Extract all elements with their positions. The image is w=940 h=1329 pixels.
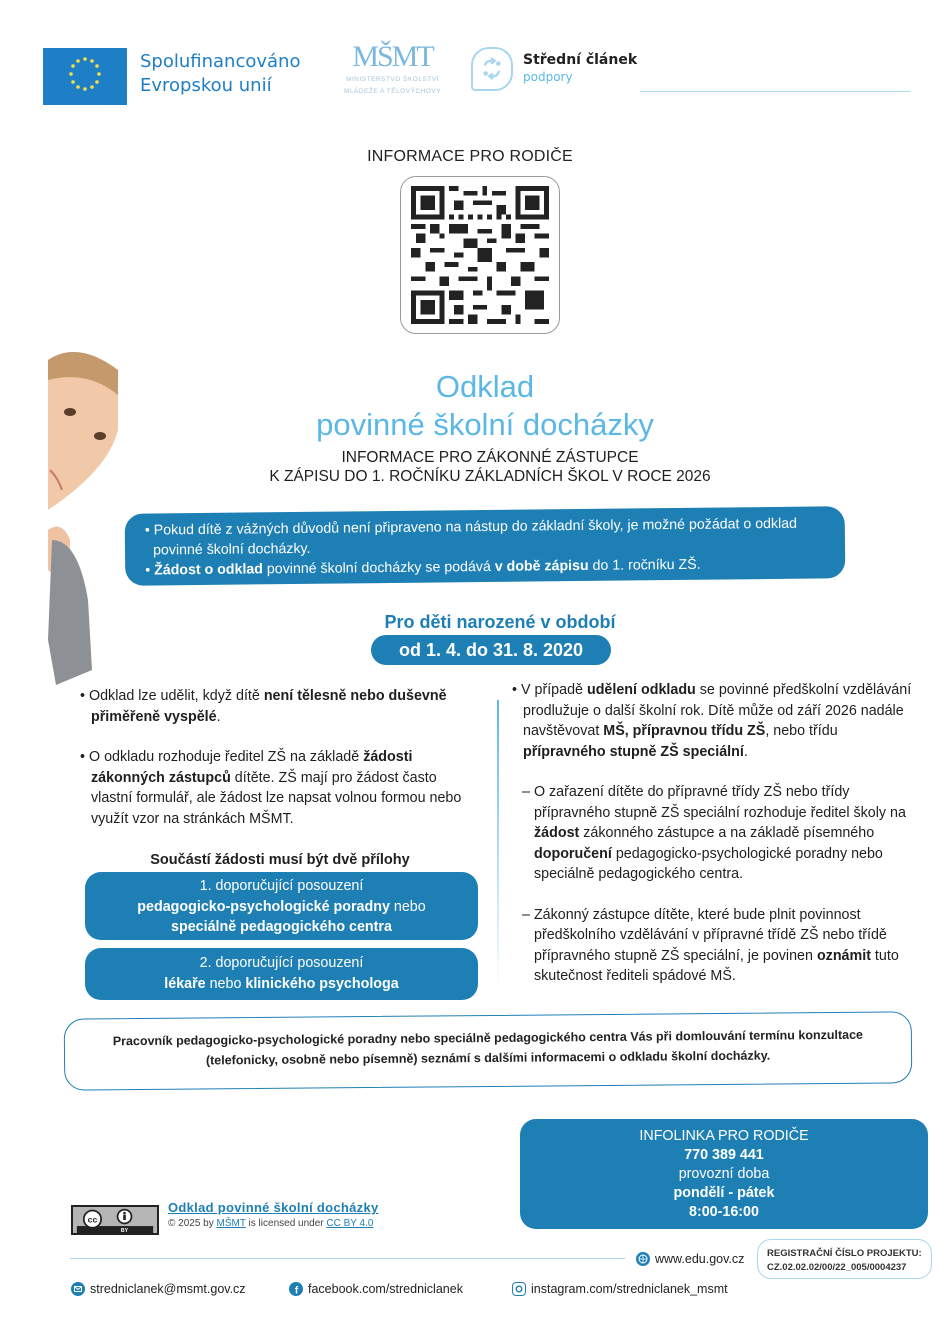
subtitle-line2: K ZÁPISU DO 1. ROČNÍKU ZÁKLADNÍCH ŠKOL V ROCE 2026 [269, 468, 711, 485]
registration-number-box: REGISTRAČNÍ ČÍSLO PROJEKTU: CZ.02.02.02/00/22_005/0004237 [757, 1239, 932, 1279]
qr-label: INFORMACE PRO RODIČE [367, 148, 573, 165]
infolinka-hours-label: provozní doba [678, 1166, 770, 1182]
infolinka-phone[interactable]: 770 389 441 [684, 1147, 764, 1163]
infolinka-box [520, 1119, 928, 1229]
eu-text-line1: Spolufinancováno [140, 51, 301, 72]
column-divider [497, 700, 499, 990]
eu-cofinanced-text [140, 50, 300, 98]
license-info [168, 1200, 379, 1229]
attachments-label: Součástí žádosti musí být dvě přílohy [150, 852, 410, 868]
right-dash-1: – O zařazení dítěte do přípravné třídy ZŠ nebo třídy přípravného stupně ZŠ speciální rozhoduje ředitel školy na žádost zákonného zástupce a na základě písemného doporučení pedagogicko-psychologické poradny nebo speciálně pedagogického centra. [522, 784, 906, 882]
right-column [512, 680, 912, 1007]
qr-code-icon [410, 186, 550, 324]
infolinka-title: INFOLINKA PRO RODIČE [639, 1128, 809, 1144]
facebook-icon [289, 1282, 303, 1296]
svg-text:f: f [294, 1285, 299, 1296]
stredni-clanek-text [523, 51, 637, 85]
right-dash-2: – Zákonný zástupce dítěte, které bude plnit povinnost předškolního vzdělávání v přípravné třídě ZŠ nebo třídě přípravného stupně ZŠ speciální, je povinen oznámit tuto skutečnost řediteli spádové MŠ. [522, 906, 899, 984]
intro-bullet-2: • Žádost o odklad povinné školní docházky se podává v době zápisu do 1. ročníku ZŠ. [145, 556, 701, 579]
instagram-link[interactable]: instagram.com/stredniclanek_msmt [512, 1282, 728, 1296]
cc-by-badge[interactable] [71, 1205, 159, 1235]
svg-text:cc: cc [87, 1214, 98, 1225]
email-icon [71, 1282, 85, 1296]
title-line2: povinné školní docházky [316, 407, 654, 442]
license-text: © 2025 by MŠMT is licensed under CC BY 4.0 [168, 1218, 374, 1229]
email-link[interactable]: stredniclanek@msmt.gov.cz [71, 1282, 246, 1296]
author-link[interactable]: MŠMT [216, 1218, 246, 1229]
subtitle-line1: INFORMACE PRO ZÁKONNÉ ZÁSTUPCE [341, 449, 639, 466]
globe-icon [636, 1252, 650, 1266]
facebook-link[interactable]: f facebook.com/stredniclanek [289, 1282, 463, 1296]
subtitle [250, 448, 730, 486]
period-label: Pro děti narozené v období [384, 612, 616, 632]
eu-text-line2: Evropskou unií [140, 75, 272, 96]
left-bullet-1: • Odklad lze udělit, když dítě není tělesně nebo duševně přiměřeně vyspělé. [80, 688, 447, 725]
header-divider [640, 91, 910, 92]
main-title [0, 368, 940, 444]
stredni-clanek-logo-icon [471, 47, 513, 91]
sc-subtitle: podpory [523, 70, 573, 84]
consultation-note-box: Pracovník pedagogicko-psychologické poradny nebo speciálně pedagogického centra Vás při domlouvání termínu konzultace (telefonicky, osobně nebo písemně) seznámí s dalšími informacemi o odkladu školní docházky. [64, 1011, 913, 1090]
left-column [80, 686, 480, 849]
infolinka-hours: 8:00-16:00 [689, 1204, 759, 1220]
period-range-pill: od 1. 4. do 31. 8. 2020 [371, 635, 611, 665]
attachment-1-pill: 1. doporučující posouzení pedagogicko-psychologické poradny nebo speciálně pedagogického centra [85, 872, 478, 940]
left-bullet-2: • O odkladu rozhoduje ředitel ZŠ na základě žádosti zákonných zástupců dítěte. ZŠ mají pro žádost často vlastní formulář, ale žádost lze napsat volnou formou nebo využít vzor na stránkách MŠMT. [80, 749, 462, 827]
msmt-sub-line2: MLÁDEŽE A TĚLOVÝCHOVY [343, 88, 442, 95]
intro-bullet-1: • Pokud dítě z vážných důvodů není připraveno na nástup do základní školy, je možné požádat o odklad povinné školní docházky. [144, 515, 798, 559]
sc-title: Střední článek [523, 52, 638, 68]
right-bullet-1: • V případě udělení odkladu se povinné předškolní vzdělávání prodlužuje o další školní rok. Dítě může od září 2026 nadále navštěvovat MŠ, přípravnou třídu ZŠ, nebo třídu přípravného stupně ZŠ speciální. [512, 682, 912, 760]
msmt-logo [330, 42, 455, 102]
eu-flag-logo [43, 48, 127, 105]
infolinka-days: pondělí - pátek [673, 1185, 775, 1201]
msmt-mark: MŠMT [352, 40, 433, 73]
attachment-2-pill: 2. doporučující posouzení lékaře nebo klinického psychologa [85, 948, 478, 1000]
qr-code[interactable] [400, 176, 560, 334]
title-line1: Odklad [435, 369, 535, 404]
footer-divider [70, 1258, 625, 1259]
website-link[interactable]: www.edu.gov.cz [636, 1252, 744, 1266]
license-link[interactable]: CC BY 4.0 [326, 1218, 374, 1229]
license-title-link[interactable]: Odklad povinné školní docházky [168, 1200, 379, 1215]
msmt-sub-line1: MINISTERSTVO ŠKOLSTVÍ [346, 76, 439, 83]
svg-text:BY: BY [120, 1228, 129, 1233]
intro-info-pill [125, 506, 846, 586]
eu-stars-icon [43, 48, 127, 105]
instagram-icon [512, 1282, 526, 1296]
